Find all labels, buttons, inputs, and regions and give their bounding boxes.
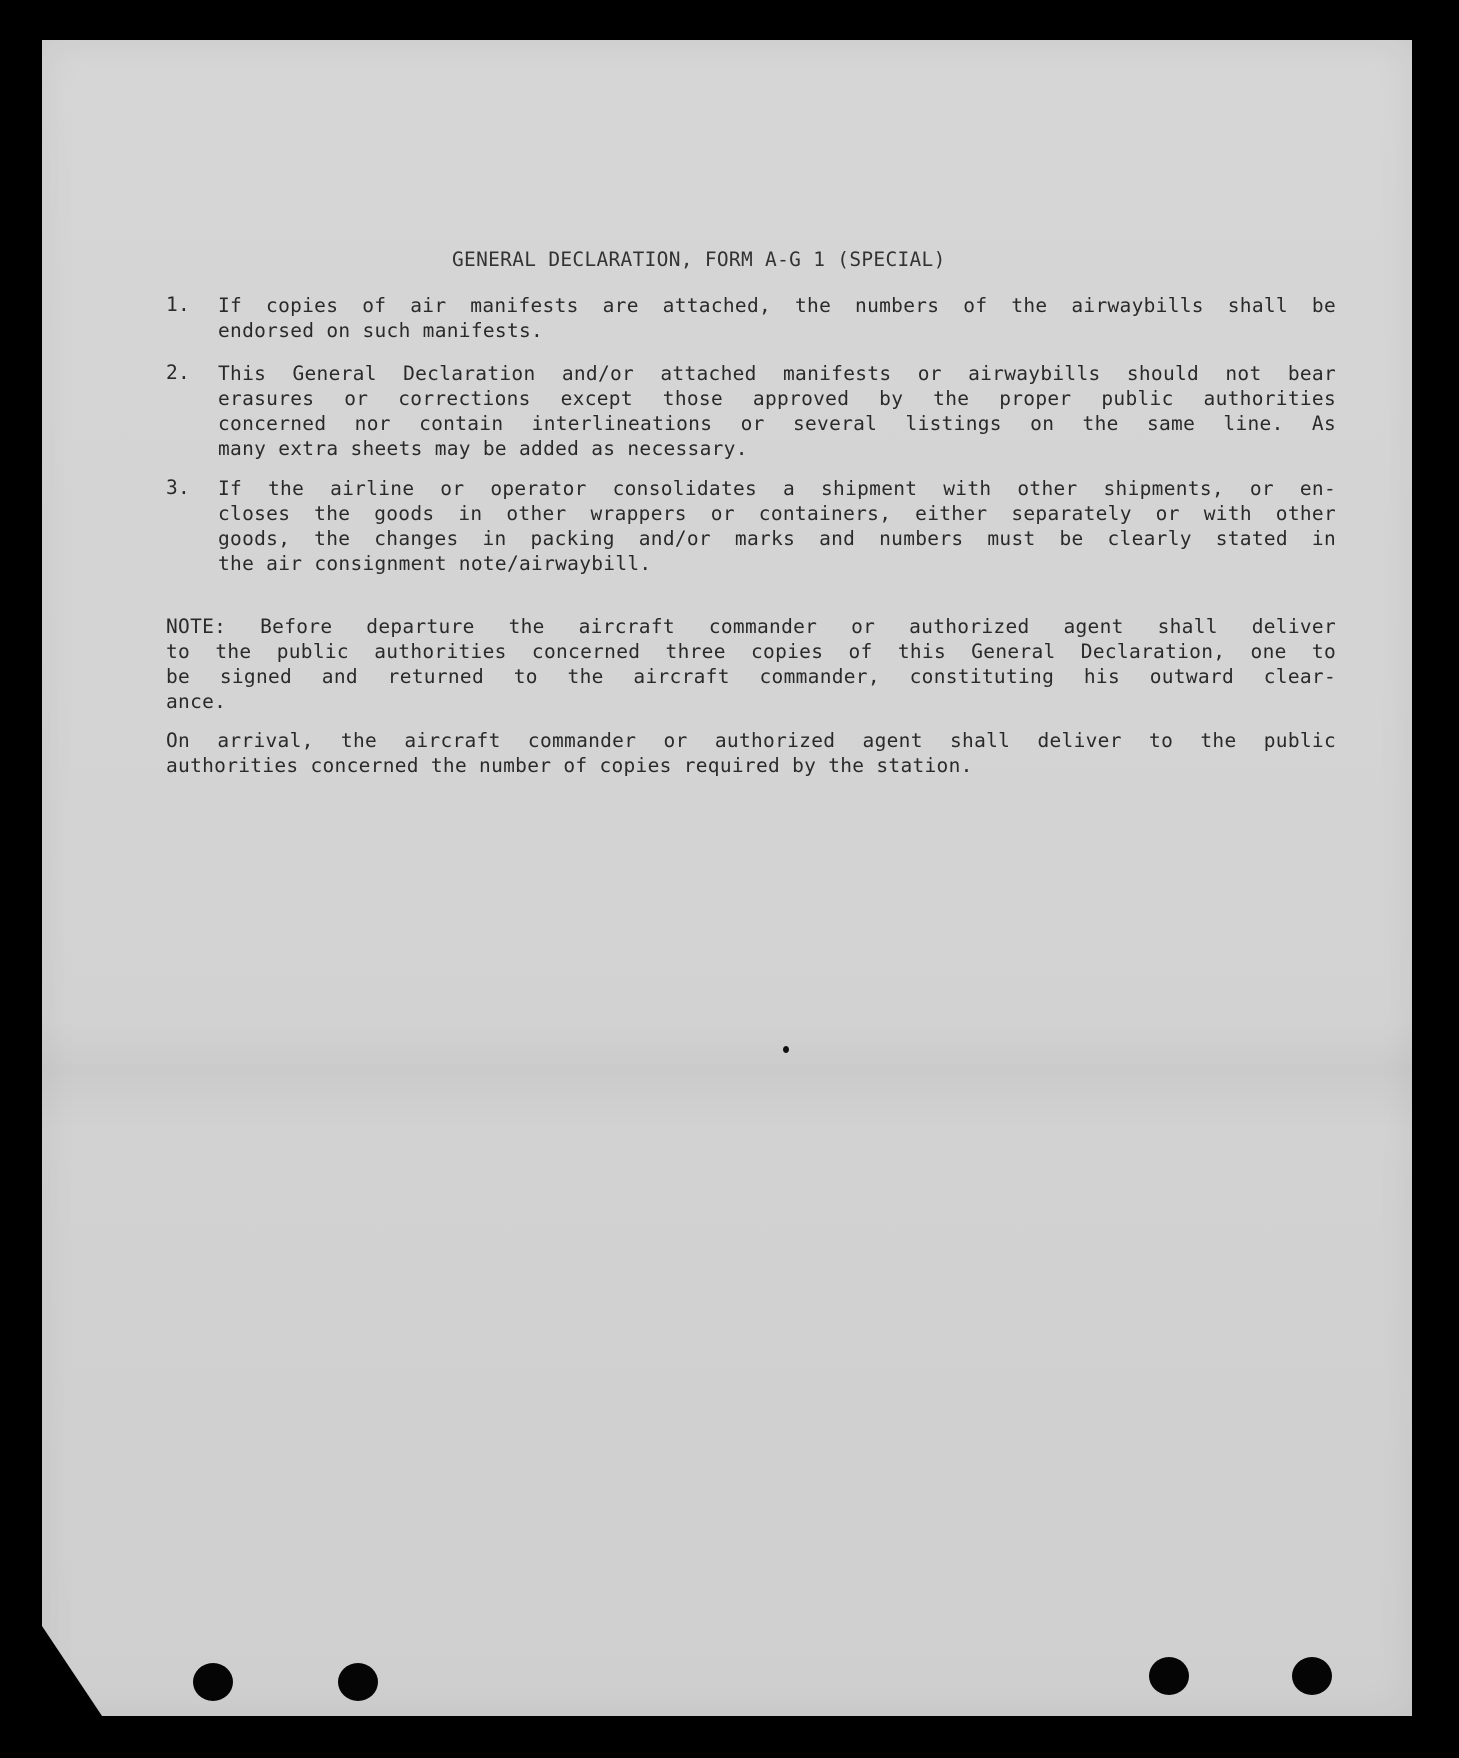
item-line: If the airline or operator consolidates a shipment with other shipments, or en- (218, 477, 1336, 500)
punch-hole (1149, 1657, 1189, 1695)
document-body (42, 40, 1412, 1716)
item-line: many extra sheets may be added as necessary. (218, 437, 748, 460)
item-text (218, 361, 1336, 461)
item-number: 2. (166, 361, 191, 384)
item-line: endorsed on such manifests. (218, 319, 544, 342)
punch-hole (1292, 1657, 1332, 1695)
item-line: goods, the changes in packing and/or marks and numbers must be clearly stated in (218, 527, 1336, 550)
note-line: ance. (166, 690, 227, 713)
item-line: If copies of air manifests are attached, the numbers of the airwaybills shall be (218, 294, 1336, 317)
item-line: This General Declaration and/or attached manifests or airwaybills should not bear (218, 362, 1336, 385)
note-line: to the public authorities concerned three copies of this General Declaration, one to (166, 640, 1336, 663)
item-line: erasures or corrections except those approved by the proper public authorities (218, 387, 1336, 410)
punch-hole (338, 1663, 378, 1701)
arrival-note (166, 728, 1336, 778)
document-title: GENERAL DECLARATION, FORM A-G 1 (SPECIAL) (452, 248, 946, 271)
item-line: the air consignment note/airwaybill. (218, 552, 652, 575)
ink-speck (783, 1046, 789, 1053)
punch-hole (193, 1663, 233, 1701)
item-number: 3. (166, 476, 191, 499)
arrival-line: authorities concerned the number of copies required by the station. (166, 754, 973, 777)
document-page (42, 40, 1412, 1716)
item-line: closes the goods in other wrappers or containers, either separately or with other (218, 502, 1336, 525)
arrival-line: On arrival, the aircraft commander or authorized agent shall deliver to the public (166, 729, 1336, 752)
departure-note (166, 614, 1336, 714)
item-line: concerned nor contain interlineations or several listings on the same line. As (218, 412, 1336, 435)
item-text (218, 476, 1336, 576)
item-number: 1. (166, 293, 191, 316)
note-line: be signed and returned to the aircraft commander, constituting his outward clear- (166, 665, 1336, 688)
note-line: NOTE: Before departure the aircraft commander or authorized agent shall deliver (166, 615, 1336, 638)
item-text (218, 293, 1336, 343)
corner-fold (42, 1626, 102, 1716)
